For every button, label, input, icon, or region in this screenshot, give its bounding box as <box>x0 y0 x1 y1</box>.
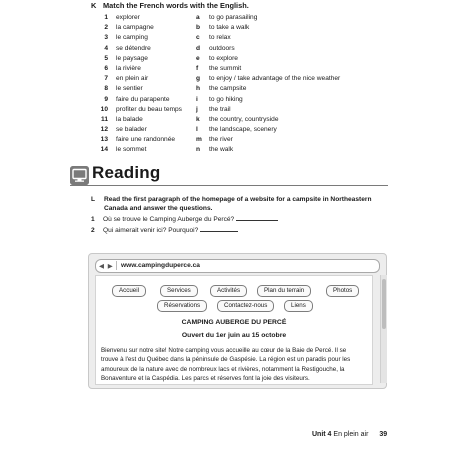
menu-button-activites[interactable]: Activités <box>210 285 247 297</box>
matching-row <box>88 13 388 23</box>
english-letter: f <box>196 64 199 72</box>
paragraph-line: amoureux de la nature avec de nombreux lacs et rivières, notamment la Restigouche, la <box>101 365 345 373</box>
question-number: 1 <box>91 216 95 223</box>
french-number: 8 <box>104 85 108 93</box>
question-text: Qui aimerait venir ici? Pourquoi? <box>103 227 199 234</box>
french-term: le sentier <box>116 85 143 93</box>
french-term: profiter du beau temps <box>116 105 182 113</box>
english-letter: b <box>196 24 201 32</box>
french-term: la balade <box>116 115 143 123</box>
menu-button-liens[interactable]: Liens <box>284 300 313 312</box>
english-term: to take a walk <box>209 24 250 32</box>
matching-row <box>88 125 388 135</box>
paragraph-line: Bienvenu sur notre site! Notre camping vous accueille au cœur de la Baie de Percé. Il se <box>101 347 347 354</box>
matching-row <box>88 33 388 43</box>
matching-row <box>88 54 388 64</box>
french-term: en plein air <box>116 75 149 83</box>
english-letter: g <box>196 75 201 83</box>
section-l-instruction-block <box>91 195 391 213</box>
site-title: CAMPING AUBERGE DU PERCÉ <box>181 319 287 326</box>
french-number: 3 <box>104 34 108 42</box>
heading-divider <box>70 185 388 186</box>
french-term: le camping <box>116 34 148 42</box>
french-number: 1 <box>104 14 108 21</box>
english-term: outdoors <box>209 44 235 52</box>
question-text: Où se trouve le Camping Auberge du Percé? <box>103 216 235 223</box>
matching-row <box>88 105 388 115</box>
french-number: 4 <box>104 44 108 52</box>
address-separator <box>116 261 117 270</box>
scrollbar-thumb[interactable] <box>382 279 386 329</box>
french-number: 14 <box>100 146 108 154</box>
english-term: the country, countryside <box>209 115 279 123</box>
address-bar[interactable] <box>95 259 380 273</box>
french-term: faire du parapente <box>116 95 170 103</box>
english-letter: c <box>196 34 200 42</box>
french-term: se détendre <box>116 44 151 52</box>
matching-row <box>88 64 388 74</box>
english-term: the river <box>209 136 233 144</box>
french-number: 2 <box>104 24 108 32</box>
website-content <box>95 275 373 385</box>
french-term: le paysage <box>116 54 148 62</box>
answer-blank[interactable] <box>236 214 278 221</box>
matching-row <box>88 84 388 94</box>
english-term: to explore <box>209 54 238 62</box>
matching-row <box>88 135 388 145</box>
french-number: 10 <box>100 105 108 113</box>
scrollbar[interactable] <box>380 275 387 383</box>
nav-arrows-icon[interactable]: ◀ ▶ <box>99 262 114 270</box>
section-k-instruction: Match the French words with the English. <box>103 1 249 10</box>
french-term: le sommet <box>116 146 147 154</box>
english-letter: h <box>196 85 201 93</box>
footer-unit-title: En plein air <box>333 431 369 438</box>
french-term: explorer <box>116 14 140 21</box>
french-term: se balader <box>116 126 147 134</box>
menu-button-accueil[interactable]: Accueil <box>112 285 146 297</box>
french-number: 7 <box>104 75 108 83</box>
french-number: 6 <box>104 64 108 72</box>
english-letter: k <box>196 115 200 123</box>
english-letter: i <box>196 95 198 103</box>
english-letter: n <box>196 146 201 154</box>
french-term: la rivière <box>116 64 141 72</box>
english-term: to relax <box>209 34 231 42</box>
question-number: 2 <box>91 227 95 234</box>
menu-button-reservations[interactable]: Réservations <box>157 300 207 312</box>
english-term: the summit <box>209 64 242 72</box>
french-number: 13 <box>100 136 108 144</box>
english-term: the walk <box>209 146 234 154</box>
english-term: to go parasailing <box>209 14 258 21</box>
matching-row <box>88 95 388 105</box>
french-number: 11 <box>101 115 108 123</box>
menu-button-services[interactable]: Services <box>160 285 198 297</box>
answer-blank[interactable] <box>200 225 238 232</box>
page-number: 39 <box>379 431 388 438</box>
english-letter: j <box>196 105 198 113</box>
french-number: 9 <box>104 95 108 103</box>
french-term: la campagne <box>116 24 154 32</box>
english-letter: e <box>196 54 200 62</box>
english-term: the campsite <box>209 85 247 93</box>
matching-row <box>88 145 388 155</box>
english-term: to go hiking <box>209 95 243 103</box>
english-letter: l <box>196 126 198 134</box>
matching-list <box>88 13 388 156</box>
english-term: the landscape, scenery <box>209 126 277 134</box>
matching-row <box>88 115 388 125</box>
menu-button-contact[interactable]: Contactez-nous <box>217 300 274 312</box>
english-letter: a <box>196 14 200 21</box>
english-term: the trail <box>209 105 231 113</box>
english-letter: d <box>196 44 201 52</box>
section-l-instruction: Read the first paragraph of the homepage of a website for a campsite in Northeastern Canada and answer the questions. <box>104 196 372 213</box>
matching-row <box>88 23 388 33</box>
site-dates: Ouvert du 1er juin au 15 octobre <box>181 332 287 339</box>
reading-heading: Reading <box>92 163 161 182</box>
english-letter: m <box>196 136 202 144</box>
paragraph-line: trouve à l'est du Québec dans la péninsule de Gaspésie. La région est un paradis pour les <box>101 356 351 364</box>
url-text[interactable]: www.campingduperce.ca <box>121 261 200 269</box>
matching-row <box>88 44 388 54</box>
french-term: faire une randonnée <box>116 136 176 144</box>
screen-icon <box>70 166 89 185</box>
question-1 <box>91 214 278 224</box>
footer-unit: Unit 4 <box>312 431 332 438</box>
matching-row <box>88 74 388 84</box>
page-footer <box>312 431 387 438</box>
french-number: 5 <box>104 54 108 62</box>
browser-window <box>88 253 387 389</box>
french-number: 12 <box>100 126 108 134</box>
section-k-heading <box>91 1 249 10</box>
english-term: to enjoy / take advantage of the nice weather <box>209 75 341 83</box>
section-k-letter: K <box>91 1 97 10</box>
section-l-letter: L <box>91 196 96 203</box>
menu-button-photos[interactable]: Photos <box>326 285 359 297</box>
question-2 <box>91 225 238 235</box>
site-paragraph <box>101 346 364 383</box>
menu-button-plan[interactable]: Plan du terrain <box>257 285 311 297</box>
paragraph-line: Bonaventure et la Caspédia. Les parcs et réserves font la joie des visiteurs. <box>101 374 310 382</box>
